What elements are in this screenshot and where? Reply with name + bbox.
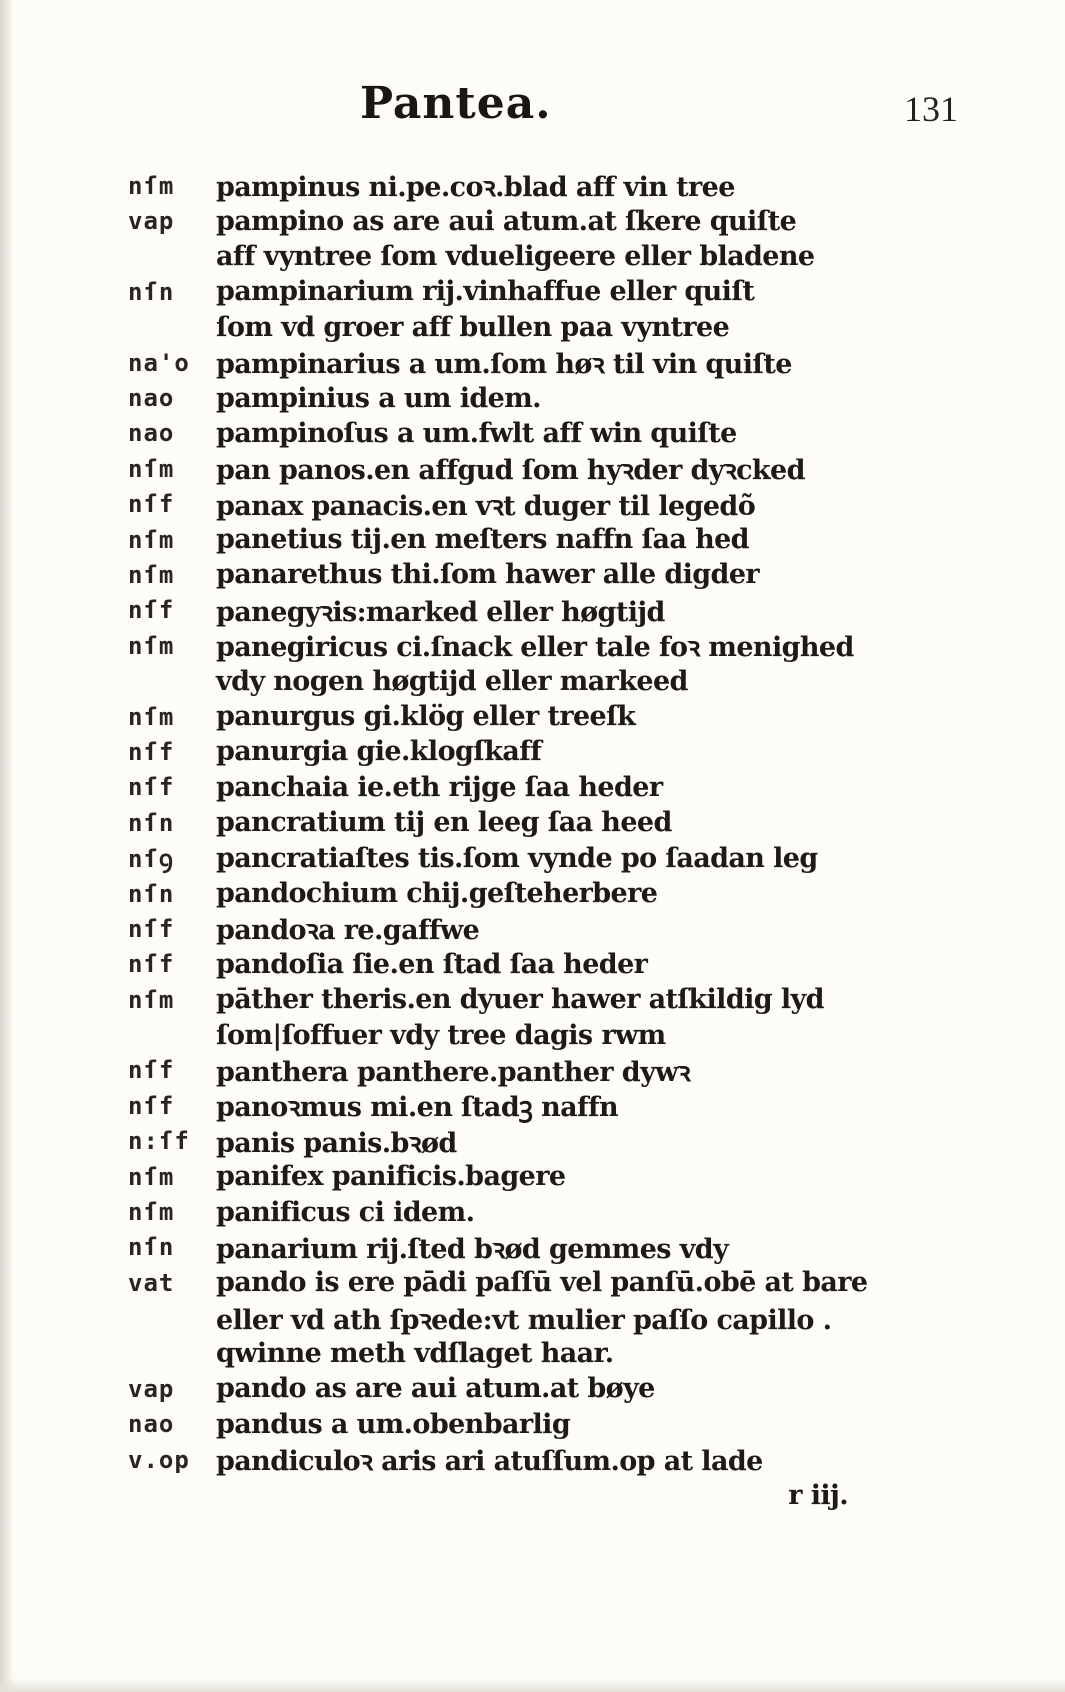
grammar-code: na'o bbox=[128, 348, 190, 377]
grammar-code: nſm bbox=[128, 985, 175, 1014]
entry-text: panificus ci idem. bbox=[216, 1196, 475, 1228]
grammar-code: nſf bbox=[128, 737, 175, 766]
entry-text: panarium rij.ſted bꝛød gemmes vdy bbox=[216, 1233, 729, 1265]
signature-mark: r iij. bbox=[788, 1479, 848, 1511]
entry-line bbox=[128, 770, 988, 805]
entry-line bbox=[128, 168, 988, 203]
entry-text: panegiricus ci.ſnack eller tale foꝛ menighed bbox=[216, 632, 854, 664]
entry-line bbox=[128, 1159, 988, 1194]
entry-text: aff vyntree ſom vdueligeere eller bladene bbox=[216, 240, 815, 272]
grammar-code: nſm bbox=[128, 171, 175, 200]
entry-text: panurgia gie.klogſkaff bbox=[216, 736, 542, 768]
entry-line bbox=[128, 876, 988, 911]
entry-text: pandoꝛa re.gaffwe bbox=[216, 915, 480, 947]
grammar-code: nſn bbox=[128, 1233, 175, 1262]
grammar-code: vap bbox=[128, 1374, 175, 1403]
entry-text: panax panacis.en vꝛt duger til legedõ bbox=[216, 490, 756, 522]
entry-line bbox=[128, 1336, 988, 1371]
entry-line bbox=[128, 1124, 988, 1159]
entry-text: pancratium tij en leeg ſaa heed bbox=[216, 807, 672, 839]
grammar-code: nſm bbox=[128, 560, 175, 589]
entry-line bbox=[128, 310, 988, 345]
grammar-code: nſm bbox=[128, 525, 175, 554]
entry-line bbox=[128, 663, 988, 698]
grammar-code: nſm bbox=[128, 1198, 175, 1227]
entry-text: pampinoſus a um.fwlt aff win quiſte bbox=[216, 417, 737, 449]
entry-text: pampino as are aui atum.at ſkere quiſte bbox=[216, 205, 797, 237]
entry-text: pampinius a um idem. bbox=[216, 382, 541, 414]
entry-text: panegyꝛis:marked eller høgtijd bbox=[216, 596, 665, 628]
entry-text: pando as are aui atum.at bøye bbox=[216, 1373, 655, 1405]
page-shadow-bottom bbox=[0, 1678, 1065, 1692]
entry-line bbox=[128, 1053, 988, 1088]
grammar-code: nſf bbox=[128, 914, 175, 943]
entry-text: pandiculoꝛ aris ari atuſſum.op at lade bbox=[216, 1446, 763, 1478]
entry-line bbox=[128, 487, 988, 522]
entry-line bbox=[128, 380, 988, 415]
entry-text: panetius tij.en meſters naffn ſaa hed bbox=[216, 524, 749, 556]
entry-line bbox=[128, 628, 988, 663]
entry-text: ſom vd groer aff bullen paa vyntree bbox=[216, 311, 730, 343]
entry-line bbox=[128, 1442, 988, 1477]
grammar-code: nſm bbox=[128, 454, 175, 483]
entry-text: pancratiaſtes tis.ſom vynde po ſaadan leg bbox=[216, 842, 818, 874]
entry-text: panifex panificis.bagere bbox=[216, 1161, 566, 1193]
entry-line bbox=[128, 1371, 988, 1406]
entry-text: pampinus ni.pe.coꝛ.blad aff vin tree bbox=[216, 172, 735, 204]
entry-text: pan panos.en affgud ſom hyꝛder dyꝛcked bbox=[216, 455, 805, 487]
grammar-code: nſꝯ bbox=[128, 844, 174, 873]
entry-line bbox=[128, 557, 988, 592]
grammar-code: vat bbox=[128, 1268, 175, 1297]
entry-line bbox=[128, 1194, 988, 1229]
entry-text: pando is ere pādi paſſū vel panſū.obē at bare bbox=[216, 1267, 868, 1299]
entry-line bbox=[128, 1477, 988, 1512]
entry-line bbox=[128, 1088, 988, 1123]
grammar-code: nſm bbox=[128, 1162, 175, 1191]
entry-text: panis panis.bꝛød bbox=[216, 1127, 457, 1159]
page-number: 131 bbox=[904, 89, 958, 129]
entry-text: pāther theris.en dyuer hawer atſkildig lyd bbox=[216, 984, 824, 1016]
entry-text: panurgus gi.klög eller treeſk bbox=[216, 701, 636, 733]
entry-line bbox=[128, 451, 988, 486]
grammar-code: nſf bbox=[128, 596, 175, 625]
entry-line bbox=[128, 911, 988, 946]
grammar-code: nſf bbox=[128, 1056, 175, 1085]
entry-line bbox=[128, 982, 988, 1017]
entry-text: pandoſia ſie.en ſtad ſaa heder bbox=[216, 948, 648, 980]
entry-line bbox=[128, 203, 988, 238]
dictionary-entries bbox=[128, 168, 988, 1513]
entry-line bbox=[128, 840, 988, 875]
grammar-code: nſf bbox=[128, 490, 175, 519]
entry-line bbox=[128, 274, 988, 309]
entry-line bbox=[128, 1017, 988, 1052]
entry-line bbox=[128, 239, 988, 274]
entry-text: vdy nogen høgtijd eller markeed bbox=[216, 665, 688, 697]
grammar-code: vap bbox=[128, 207, 175, 236]
entry-text: qwinne meth vdſlaget haar. bbox=[216, 1338, 614, 1370]
entry-text: ſom|ſoffuer vdy tree dagis rwm bbox=[216, 1019, 666, 1051]
entry-line bbox=[128, 1230, 988, 1265]
entry-line bbox=[128, 345, 988, 380]
grammar-code: nſf bbox=[128, 773, 175, 802]
entry-text: pampinarium rij.vinhaffue eller quiſt bbox=[216, 276, 755, 308]
grammar-code: nao bbox=[128, 1410, 175, 1439]
entry-text: panarethus thi.ſom hawer alle digder bbox=[216, 559, 760, 591]
entry-line bbox=[128, 699, 988, 734]
grammar-code: nſm bbox=[128, 702, 175, 731]
grammar-code: nſn bbox=[128, 879, 175, 908]
entry-text: panchaia ie.eth rijge ſaa heder bbox=[216, 771, 663, 803]
grammar-code: nſf bbox=[128, 950, 175, 979]
grammar-code: nſf bbox=[128, 1091, 175, 1120]
grammar-code: nao bbox=[128, 419, 175, 448]
entry-text: pandus a um.obenbarlig bbox=[216, 1408, 571, 1440]
entry-line bbox=[128, 593, 988, 628]
entry-text: pampinarius a um.ſom høꝛ til vin quiſte bbox=[216, 349, 792, 381]
entry-line bbox=[128, 1407, 988, 1442]
entry-line bbox=[128, 1301, 988, 1336]
entry-line bbox=[128, 416, 988, 451]
grammar-code: nſn bbox=[128, 808, 175, 837]
grammar-code: nao bbox=[128, 384, 175, 413]
entry-line bbox=[128, 947, 988, 982]
grammar-code: nſm bbox=[128, 631, 175, 660]
page-shadow-left bbox=[0, 0, 14, 1692]
grammar-code: v.op bbox=[128, 1445, 190, 1474]
entry-line bbox=[128, 522, 988, 557]
entry-text: panoꝛmus mi.en ſtadꝫ naffn bbox=[216, 1092, 619, 1124]
entry-line bbox=[128, 1265, 988, 1300]
grammar-code: n:ſf bbox=[128, 1127, 190, 1156]
entry-text: pandochium chij.geſteherbere bbox=[216, 878, 658, 909]
entry-text: eller vd ath ſpꝛede:vt mulier paſſo capillo . bbox=[216, 1304, 832, 1336]
running-head: Pantea. bbox=[360, 78, 552, 129]
entry-line bbox=[128, 734, 988, 769]
entry-text: panthera panthere.panther dywꝛ bbox=[216, 1056, 691, 1088]
grammar-code: nſn bbox=[128, 277, 175, 306]
entry-line bbox=[128, 805, 988, 840]
